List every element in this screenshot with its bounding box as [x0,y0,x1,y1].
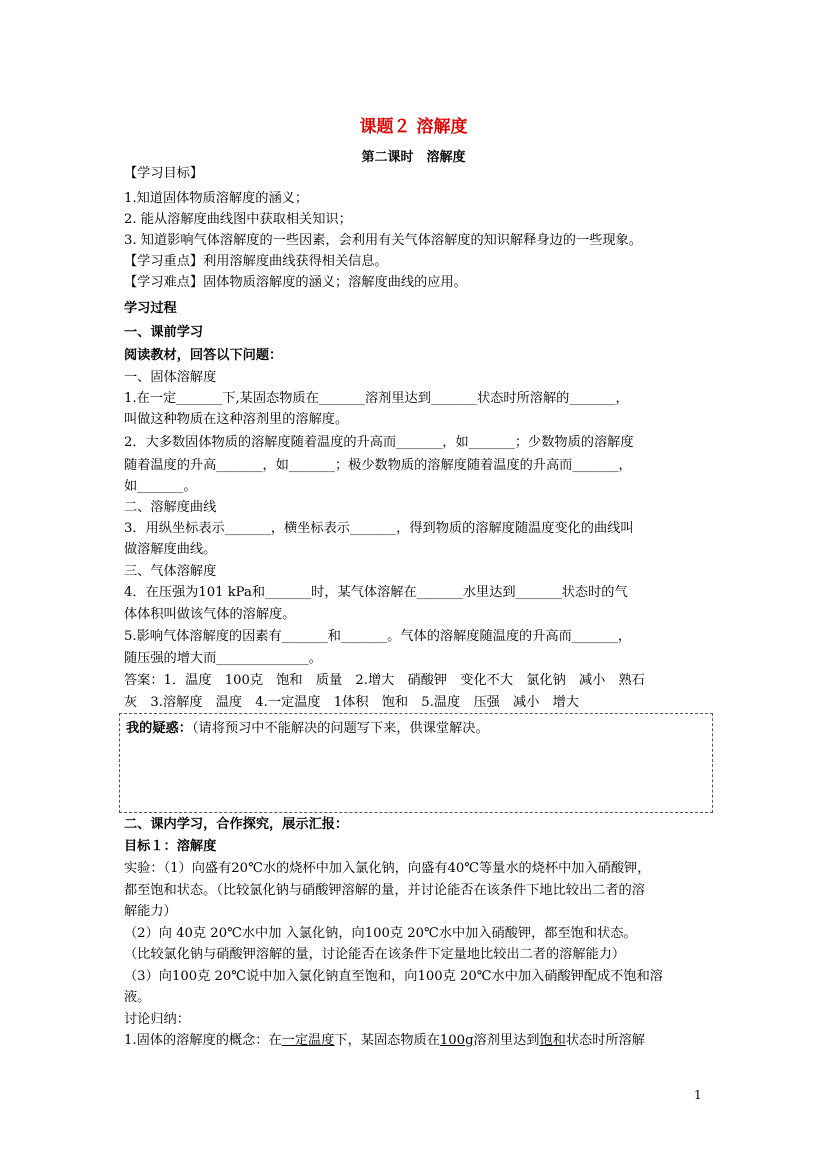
definition-part-2: 下，某固态物质在 [334,1033,440,1048]
page-number: 1 [694,1088,702,1102]
question-3-line-2: 做溶解度曲线。 [124,542,217,557]
experiment-1-line-2: 都至饱和状态。（比较氯化钠与硝酸钾溶解的量，并讨论能否在该条件下地比较出二者的溶 [124,883,645,898]
lesson-subtitle: 第二课时 溶解度 [361,150,466,165]
answer-line-2: 灰 3.溶解度 温度 4.一定温度 1体积 饱和 5.温度 压强 减小 增大 [124,695,579,710]
section-gas-solubility: 三、气体溶解度 [124,564,217,579]
definition-line [124,1030,708,1051]
my-questions-box [119,713,713,813]
question-1-line-1: 1.在一定_______下,某固态物质在_______溶剂里达到_______状态时所溶解的_______， [124,391,629,406]
section-in-class: 二、课内学习，合作探究，展示汇报： [124,817,349,832]
goal-1-heading: 目标１：溶解度 [124,839,217,854]
question-2-line-3: 如_______。 [124,479,197,494]
definition-underline-saturated: 饱和 [539,1033,566,1048]
definition-part-3: 溶剂里达到 [473,1033,540,1048]
my-questions-label: 我的疑惑： [126,721,192,736]
question-2-line-2: 随着温度的升高_______，如_______；极少数物质的溶解度随着温度的升高而_______， [124,458,632,473]
my-questions-hint: （请将预习中不能解决的问题写下来，供课堂解决。 [191,721,489,736]
section-solubility-curve: 二、溶解度曲线 [124,500,217,515]
experiment-2-line-2: （比较氯化钠与硝酸钾溶解的量，讨论能否在该条件下定量地比较出二者的溶解能力） [124,947,626,962]
key-point: 【学习重点】利用溶解度曲线获得相关信息。 [124,254,388,269]
definition-underline-100g: 100g [439,1033,474,1048]
question-4-line-2: 体体积叫做该气体的溶解度。 [124,607,296,622]
goal-3: 3. 知道影响气体溶解度的一些因素，会利用有关气体溶解度的知识解释身边的一些现象。 [124,233,642,248]
difficulty: 【学习难点】固体物质溶解度的涵义；溶解度曲线的应用。 [124,275,467,290]
learning-goals-heading: 【学习目标】 [124,166,204,181]
question-4-line-1: 4．在压强为101 kPa和_______时，某气体溶解在_______水里达到_______状态时的气 [124,585,628,600]
question-3-line-1: 3．用纵坐标表示_______，横坐标表示_______，得到物质的溶解度随温度变化的曲线叫 [124,521,634,536]
question-1-line-2: 叫做这种物质在这种溶剂里的溶解度。 [124,412,349,427]
experiment-2-line-1: （2）向 40克 20℃水中加 入氯化钠，向100克 20℃水中加入硝酸钾，都至饱和状态。 [124,926,637,941]
definition-part-4: 状态时所溶解 [565,1033,645,1048]
question-2-line-1: 2．大多数固体物质的溶解度随着温度的升高而_______，如_______；少数物质的溶解度 [124,435,634,450]
question-5-line-2: 随压强的增大而______________。 [124,651,322,666]
my-questions-text [126,718,489,739]
process-heading: 学习过程 [124,301,177,316]
section-solid-solubility: 一、固体溶解度 [124,370,217,385]
lesson-title: 课题２ 溶解度 [359,117,468,137]
experiment-1-line-1: 实验：（1）向盛有20℃水的烧杯中加入氯化钠，向盛有40℃等量水的烧杯中加入硝酸钾， [124,861,651,876]
definition-part-1: 1.固体的溶解度的概念：在 [124,1033,282,1048]
goal-1: 1.知道固体物质溶解度的涵义； [124,191,309,206]
experiment-1-line-3: 解能力） [124,904,177,919]
experiment-3-line-2: 液。 [124,990,151,1005]
answer-line-1: 答案：1．温度 100克 饱和 质量 2.增大 硝酸钾 变化不大 氯化钠 减小 熟石 [124,673,645,688]
experiment-3-line-1: （3）向100克 20℃说中加入氯化钠直至饱和，向100克 20℃水中加入硝酸钾配成不饱和溶 [124,969,663,984]
reading-instruction: 阅读教材，回答以下问题： [124,348,283,363]
question-5-line-1: 5.影响气体溶解度的因素有_______和_______。气体的溶解度随温度的升高而_______， [124,629,632,644]
goal-2: 2. 能从溶解度曲线图中获取相关知识； [124,212,352,227]
definition-underline-temperature: 一定温度 [281,1033,335,1048]
discussion-heading: 讨论归纳： [124,1012,190,1027]
section-pre-study: 一、课前学习 [124,325,204,340]
